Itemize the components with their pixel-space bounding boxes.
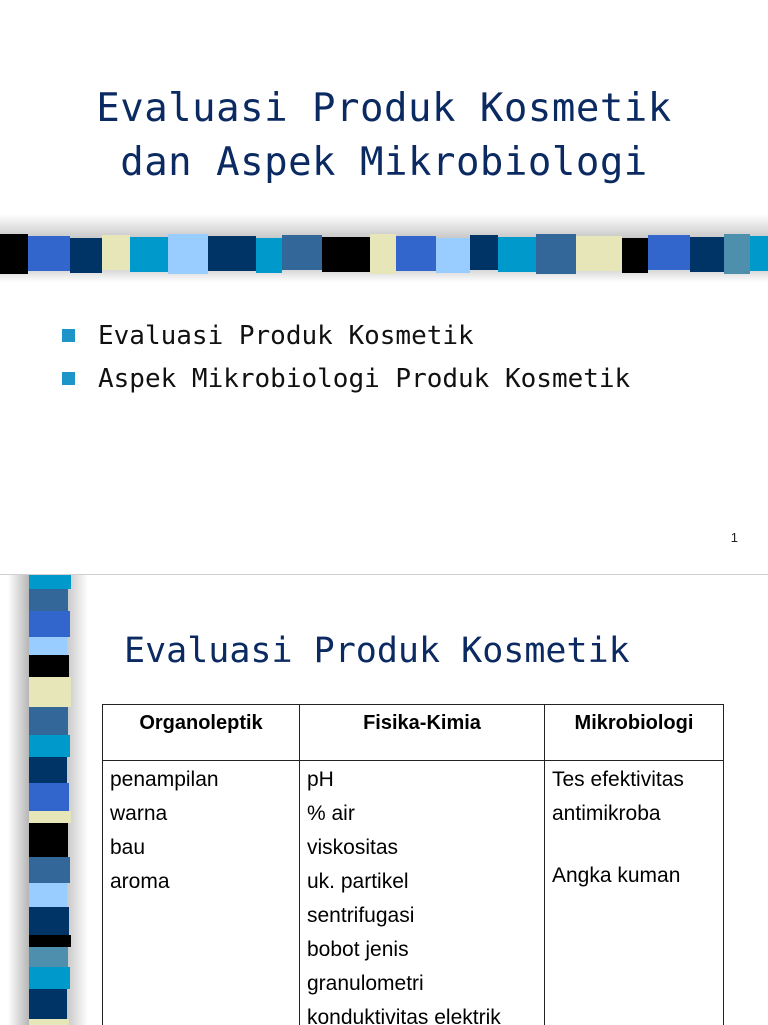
color-block (29, 883, 67, 907)
color-block (470, 235, 498, 270)
color-block (29, 589, 68, 611)
list-item: bobot jenis (307, 933, 538, 967)
color-block (0, 234, 28, 274)
color-block (29, 1019, 69, 1025)
slide-2-title: Evaluasi Produk Kosmetik (124, 629, 630, 673)
list-item: konduktivitas elektrik (307, 1001, 538, 1025)
bullet-list (62, 316, 630, 402)
square-bullet-icon (62, 329, 75, 342)
color-block (724, 234, 750, 274)
color-block (29, 947, 68, 967)
list-item: bau (110, 831, 293, 865)
bullet-item (62, 316, 630, 359)
color-block (29, 935, 71, 947)
list-item: % air (307, 797, 538, 831)
color-block (70, 238, 102, 273)
square-bullet-icon (62, 372, 75, 385)
color-block (29, 907, 69, 935)
color-block (282, 235, 322, 270)
title-line-1: Evaluasi Produk Kosmetik (0, 82, 768, 136)
list-item: Angka kuman (552, 859, 717, 893)
list-item: Tes efektivitas (552, 763, 717, 797)
color-block (690, 237, 724, 272)
decorative-color-bar (0, 230, 768, 276)
color-block (29, 735, 70, 757)
color-block (536, 234, 576, 274)
list-item: penampilan (110, 763, 293, 797)
color-block (29, 989, 67, 1019)
color-block (102, 235, 130, 270)
page-number: 1 (731, 530, 738, 545)
cell-organoleptik (103, 761, 300, 1025)
color-block (29, 783, 69, 811)
color-block (130, 237, 168, 272)
list-item: viskositas (307, 831, 538, 865)
list-item: antimikroba (552, 797, 717, 831)
list-item: uk. partikel (307, 865, 538, 899)
color-block (29, 677, 71, 707)
list-item: pH (307, 763, 538, 797)
color-block (436, 238, 470, 273)
color-block (29, 811, 71, 823)
cell-mikrobiologi (545, 761, 724, 1025)
color-block (29, 655, 69, 677)
list-item: sentrifugasi (307, 899, 538, 933)
table-row (103, 761, 724, 1025)
color-block (168, 234, 208, 274)
color-block (29, 857, 70, 883)
slide-1-title (0, 82, 768, 190)
color-block (648, 235, 690, 270)
color-block (29, 707, 68, 735)
color-block (29, 575, 71, 589)
spacer (552, 831, 717, 859)
evaluation-table (102, 704, 724, 1025)
color-block (208, 236, 256, 271)
color-block (29, 967, 70, 989)
color-block (28, 236, 70, 271)
list-item: aroma (110, 865, 293, 899)
bullet-text: Aspek Mikrobiologi Produk Kosmetik (98, 364, 630, 394)
list-item: warna (110, 797, 293, 831)
color-block (750, 236, 768, 271)
color-block (370, 234, 396, 274)
slide-2 (0, 574, 768, 1025)
color-block (256, 238, 282, 273)
color-block (29, 611, 70, 637)
title-line-2: dan Aspek Mikrobiologi (0, 136, 768, 190)
decorative-side-bar (28, 575, 72, 1025)
color-block (29, 757, 67, 783)
bullet-item (62, 359, 630, 402)
table-header-row (103, 705, 724, 761)
color-block (576, 236, 622, 271)
color-block (29, 823, 68, 857)
list-item: granulometri (307, 967, 538, 1001)
bullet-text: Evaluasi Produk Kosmetik (98, 321, 474, 351)
color-block (322, 237, 370, 272)
color-block (396, 236, 436, 271)
color-block (29, 637, 67, 655)
header-mikrobiologi: Mikrobiologi (545, 705, 724, 761)
color-block (622, 238, 648, 273)
color-block (498, 237, 536, 272)
cell-fisika-kimia (300, 761, 545, 1025)
header-organoleptik: Organoleptik (103, 705, 300, 761)
header-fisika-kimia: Fisika-Kimia (300, 705, 545, 761)
